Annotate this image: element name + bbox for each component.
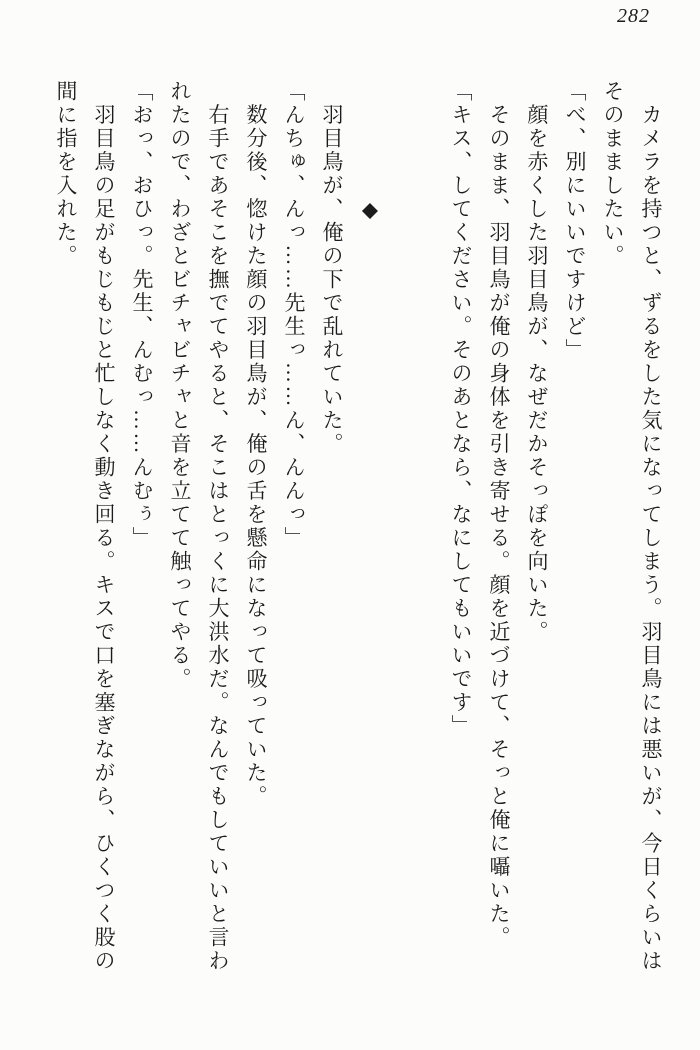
text-column-6: 「キス、してください。そのあとなら、なにしてもいいです」 (449, 80, 473, 738)
text-column-3: 「べ、別にいいですけど」 (563, 80, 587, 362)
text-column-9: 「んちゅ、んっ……先生っ……ん、んんっ」 (282, 80, 306, 550)
page-number: 282 (617, 5, 650, 27)
text-column-13: 「おっ、おひっ。先生、んむっ……んむぅ」 (130, 80, 154, 550)
text-column-15: 間に指を入れた。 (54, 80, 78, 268)
text-column-11: 右手であそこを撫でてやると、そこはとっくに大洪水だ。なんでもしていいと言わ (206, 80, 230, 973)
text-column-10: 数分後、惚けた顔の羽目鳥が、俺の舌を懸命になって吸っていた。 (244, 80, 268, 809)
text-column-5: そのまま、羽目鳥が俺の身体を引き寄せる。顔を近づけて、そっと俺に囁いた。 (487, 80, 511, 950)
vertical-text-block (47, 80, 670, 1025)
blank-column (404, 80, 442, 1025)
text-column-8: 羽目鳥が、俺の下で乱れていた。 (320, 80, 344, 456)
text-column-14: 羽目鳥の足がもじもじと忙しなく動き回る。キスで口を塞ぎながら、ひくつく股の (92, 80, 116, 973)
text-column-4: 顔を赤くした羽目鳥が、なぜだかそっぽを向いた。 (525, 80, 549, 644)
text-column-12: れたので、わざとビチャビチャと音を立てて触ってやる。 (168, 80, 192, 691)
text-column-2: そのまましたい。 (601, 80, 625, 268)
scene-break-diamond: ◆ (358, 80, 382, 224)
text-column-1: カメラを持つと、ずるをした気になってしまう。羽目鳥には悪いが、今日くらいは (639, 80, 663, 973)
